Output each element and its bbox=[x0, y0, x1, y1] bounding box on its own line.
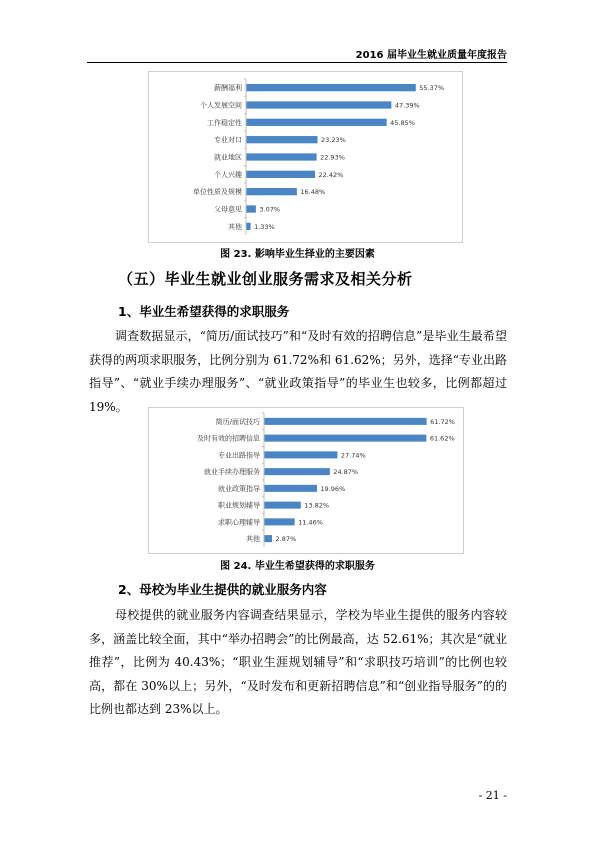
figure-24-category-label: 求职心理辅导 bbox=[218, 518, 260, 527]
figure-24-bar bbox=[265, 502, 301, 509]
figure-23-value-label: 22.42% bbox=[318, 170, 344, 179]
figure-24-svg bbox=[149, 408, 463, 553]
figure-23-value-label: 16.48% bbox=[300, 188, 326, 197]
figure-24-value-label: 27.74% bbox=[340, 451, 366, 460]
figure-23-value-label: 22.93% bbox=[320, 153, 345, 162]
page-number: - 21 - bbox=[478, 789, 507, 802]
subsection-2-paragraph: 母校提供的就业服务内容调查结果显示，学校为毕业生提供的服务内容较多，涵盖比较全面，其中“举办招聘会”的比例最高，达 52.61%；其次是“就业推荐”，比例为 40.43%；“职业生涯规划辅导”和“求职技巧培训”的比例也较高，都在 30%以上；另外，“及时发布和更新招聘信息”和“创业指导服务”的的比例也都达到 23%以上。 bbox=[89, 608, 507, 716]
figure-23-category-label: 其他 bbox=[228, 222, 242, 231]
figure-23-value-label: 55.37% bbox=[419, 84, 445, 93]
figure-24-value-label: 24.87% bbox=[333, 468, 359, 477]
figure-23-value-label: 23.23% bbox=[321, 136, 346, 145]
figure-23-bar bbox=[247, 136, 318, 143]
figure-23-category-label: 就业地区 bbox=[214, 153, 242, 162]
figure-23-bar bbox=[247, 84, 416, 91]
figure-24-bar bbox=[265, 451, 338, 458]
figure-23-category-label: 工作稳定性 bbox=[207, 118, 242, 127]
figure-24-value-label: 61.72% bbox=[430, 417, 455, 426]
figure-23-bar bbox=[247, 205, 256, 212]
figure-23-value-label: 45.85% bbox=[390, 118, 415, 127]
figure-24-category-label: 就业手续办理服务 bbox=[204, 468, 260, 477]
figure-23-chart bbox=[148, 71, 463, 243]
running-header-title: 2016 届毕业生就业质量年度报告 bbox=[355, 50, 507, 61]
figure-24-bar bbox=[265, 418, 427, 425]
subsection-2-title: 2、母校为毕业生提供的就业服务内容 bbox=[118, 582, 327, 597]
figure-24-bar bbox=[265, 518, 295, 525]
figure-24-chart bbox=[148, 407, 464, 554]
figure-23-bar bbox=[247, 153, 317, 160]
figure-23-category-label: 个人兴趣 bbox=[214, 170, 242, 179]
figure-24-category-label: 及时有效的招聘信息 bbox=[197, 434, 260, 443]
figure-24-category-label: 职业规划辅导 bbox=[218, 501, 260, 510]
figure-23-value-label: 47.39% bbox=[394, 101, 420, 110]
figure-23-category-label: 个人发展空间 bbox=[200, 101, 242, 110]
figure-23-bar bbox=[247, 101, 392, 108]
figure-24-bar bbox=[265, 485, 317, 492]
figure-24-bar bbox=[265, 535, 273, 542]
figure-23-value-label: 3.07% bbox=[259, 205, 281, 214]
figure-23-bar bbox=[247, 171, 316, 178]
header-divider bbox=[87, 62, 507, 63]
figure-24-category-label: 专业出路指导 bbox=[218, 451, 260, 460]
figure-24-value-label: 13.82% bbox=[304, 501, 330, 510]
figure-24-value-label: 19.96% bbox=[320, 484, 346, 493]
figure-24-category-label: 简历/面试技巧 bbox=[215, 417, 260, 426]
section-title: （五）毕业生就业创业服务需求及相关分析 bbox=[118, 270, 413, 288]
figure-23-bar bbox=[247, 119, 387, 126]
subsection-1-paragraph: 调查数据显示，“简历/面试技巧”和“及时有效的招聘信息”是毕业生最希望获得的两项求职服务，比例分别为 61.72%和 61.62%；另外，选择“专业出路指导”、“就业手续办理服务”、“就业政策指导”的毕业生也较多，比例都超过 19%。 bbox=[89, 329, 507, 414]
figure-24-caption: 图 24. 毕业生希望获得的求职服务 bbox=[220, 561, 375, 572]
subsection-1-title: 1、毕业生希望获得的求职服务 bbox=[118, 304, 290, 319]
figure-24-value-label: 61.62% bbox=[429, 434, 455, 443]
figure-24-bar bbox=[265, 435, 427, 442]
figure-24-value-label: 2.87% bbox=[275, 535, 297, 544]
figure-23-svg bbox=[149, 72, 462, 242]
figure-23-category-label: 单位性质及规模 bbox=[193, 188, 242, 197]
figure-23-bar bbox=[247, 223, 251, 230]
figure-23-value-label: 1.33% bbox=[254, 222, 275, 231]
figure-24-category-label: 其他 bbox=[246, 535, 260, 544]
figure-23-category-label: 父母意见 bbox=[214, 205, 242, 214]
figure-24-bar bbox=[265, 468, 330, 475]
figure-23-category-label: 专业对口 bbox=[214, 136, 242, 145]
figure-23-bar bbox=[247, 188, 297, 195]
figure-24-category-label: 就业政策指导 bbox=[218, 484, 260, 493]
figure-24-value-label: 11.46% bbox=[298, 518, 323, 527]
figure-23-category-label: 薪酬福利 bbox=[214, 84, 242, 93]
figure-23-caption: 图 23. 影响毕业生择业的主要因素 bbox=[220, 249, 375, 260]
